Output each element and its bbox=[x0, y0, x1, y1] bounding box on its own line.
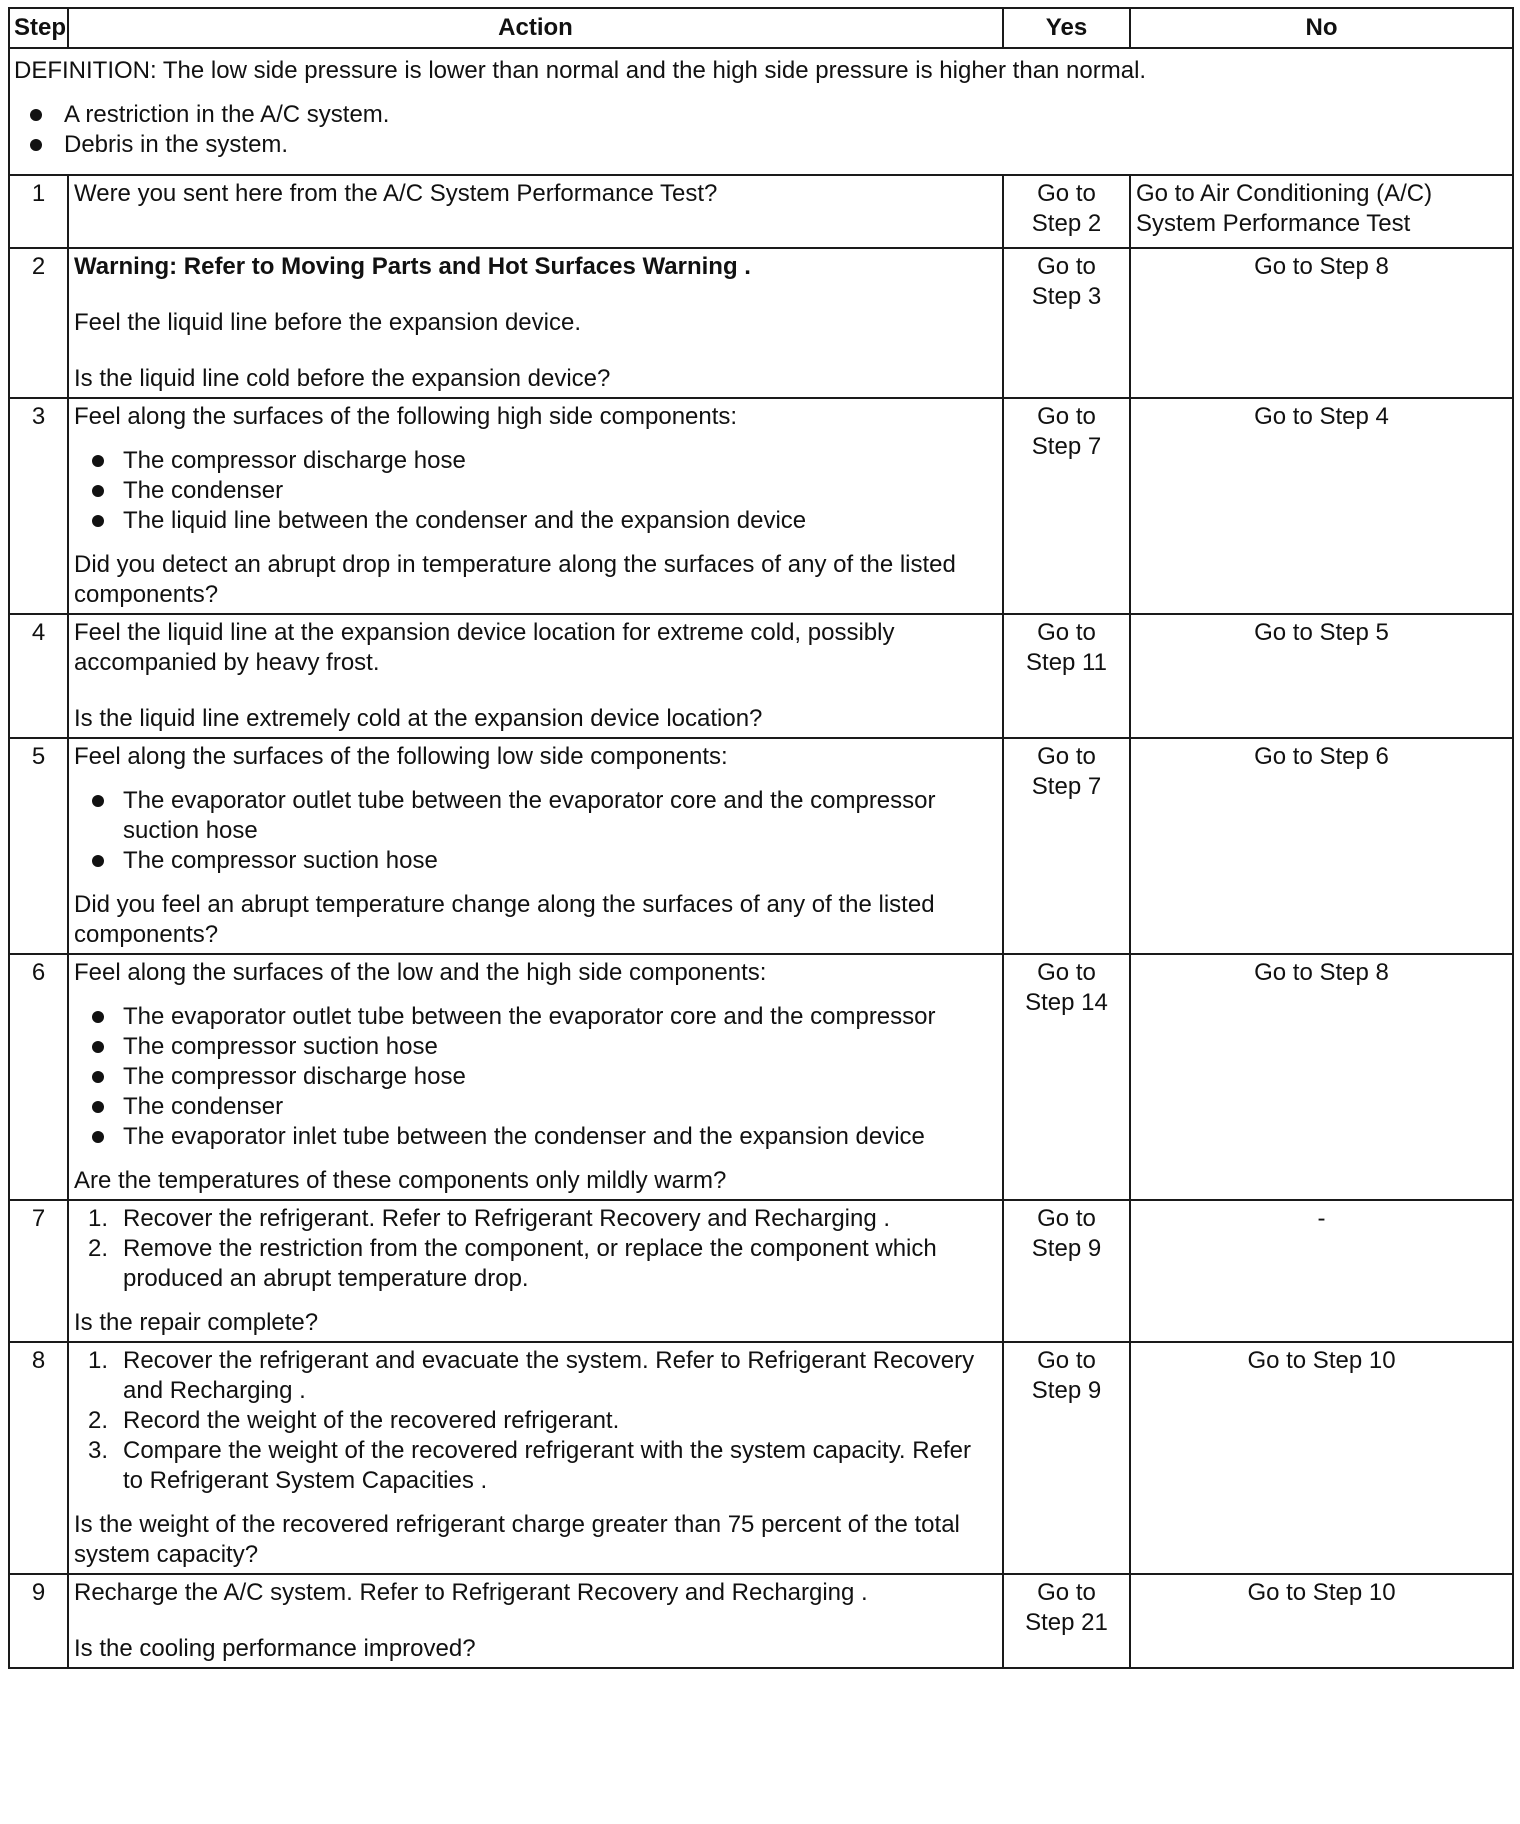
yes-cell: Go to Step 21 bbox=[1003, 1574, 1130, 1668]
no-cell: Go to Step 8 bbox=[1130, 248, 1513, 398]
action-question: Is the weight of the recovered refrigerant charge greater than 75 percent of the total system capacity? bbox=[74, 1511, 960, 1568]
step-number: 4 bbox=[9, 614, 68, 738]
no-cell: Go to Step 8 bbox=[1130, 954, 1513, 1200]
no-cell: Go to Step 10 bbox=[1130, 1574, 1513, 1668]
list-item: The condenser bbox=[74, 1092, 997, 1122]
yes-cell: Go to Step 14 bbox=[1003, 954, 1130, 1200]
bullet-icon bbox=[92, 855, 104, 867]
table-row bbox=[9, 1200, 1513, 1342]
action-text: Recharge the A/C system. Refer to Refrigerant Recovery and Recharging . bbox=[74, 1579, 868, 1606]
step-number: 1 bbox=[9, 175, 68, 248]
table-row bbox=[9, 1574, 1513, 1668]
list-item: Debris in the system. bbox=[14, 130, 1508, 160]
header-yes: Yes bbox=[1003, 8, 1130, 48]
action-text: Feel along the surfaces of the following low side components: bbox=[74, 743, 728, 770]
header-row bbox=[9, 8, 1513, 48]
action-cell bbox=[68, 738, 1003, 954]
no-cell: Go to Air Conditioning (A/C) System Performance Test bbox=[1130, 175, 1513, 248]
step-number: 7 bbox=[9, 1200, 68, 1342]
action-text: Feel the liquid line before the expansion device. bbox=[74, 309, 581, 336]
bullet-icon bbox=[30, 109, 42, 121]
action-question: Is the liquid line cold before the expansion device? bbox=[74, 365, 611, 392]
list-item: The compressor suction hose bbox=[74, 846, 997, 876]
step-number: 9 bbox=[9, 1574, 68, 1668]
table-row bbox=[9, 1342, 1513, 1574]
action-question: Are the temperatures of these components only mildly warm? bbox=[74, 1167, 727, 1194]
definition-row bbox=[9, 48, 1513, 175]
action-question: Did you feel an abrupt temperature change along the surfaces of any of the listed components? bbox=[74, 891, 935, 948]
step-number: 6 bbox=[9, 954, 68, 1200]
bullet-icon bbox=[92, 1071, 104, 1083]
yes-cell: Go to Step 9 bbox=[1003, 1200, 1130, 1342]
yes-cell: Go to Step 3 bbox=[1003, 248, 1130, 398]
action-cell bbox=[68, 1200, 1003, 1342]
no-cell: Go to Step 10 bbox=[1130, 1342, 1513, 1574]
list-item: The compressor suction hose bbox=[74, 1032, 997, 1062]
action-cell bbox=[68, 954, 1003, 1200]
no-cell: - bbox=[1130, 1200, 1513, 1342]
definition-cell bbox=[9, 48, 1513, 175]
list-item: 1. Recover the refrigerant. Refer to Refrigerant Recovery and Recharging . bbox=[88, 1205, 891, 1232]
procedure-list bbox=[74, 1346, 997, 1496]
yes-cell: Go to Step 11 bbox=[1003, 614, 1130, 738]
action-question: Did you detect an abrupt drop in temperature along the surfaces of any of the listed components? bbox=[74, 551, 956, 608]
no-cell: Go to Step 6 bbox=[1130, 738, 1513, 954]
action-question: Is the liquid line extremely cold at the expansion device location? bbox=[74, 705, 763, 732]
list-item: 2. Remove the restriction from the component, or replace the component which produced an abrupt temperature drop. bbox=[88, 1235, 937, 1292]
bullet-icon bbox=[92, 485, 104, 497]
step-number: 3 bbox=[9, 398, 68, 614]
warning-text: Warning: Refer to Moving Parts and Hot Surfaces Warning . bbox=[74, 253, 751, 280]
header-action: Action bbox=[68, 8, 1003, 48]
bullet-icon bbox=[92, 795, 104, 807]
step-number: 5 bbox=[9, 738, 68, 954]
component-list bbox=[74, 786, 997, 876]
list-item: The evaporator inlet tube between the condenser and the expansion device bbox=[74, 1122, 997, 1152]
table-row bbox=[9, 248, 1513, 398]
no-cell: Go to Step 4 bbox=[1130, 398, 1513, 614]
list-item: 3. Compare the weight of the recovered refrigerant with the system capacity. Refer to Refrigerant System Capacities . bbox=[88, 1437, 971, 1494]
bullet-icon bbox=[92, 1041, 104, 1053]
table-row bbox=[9, 614, 1513, 738]
table-row bbox=[9, 398, 1513, 614]
step-number: 8 bbox=[9, 1342, 68, 1574]
list-item: 2. Record the weight of the recovered refrigerant. bbox=[88, 1407, 620, 1434]
action-text: Feel along the surfaces of the low and the high side components: bbox=[74, 959, 767, 986]
list-item: The condenser bbox=[74, 476, 997, 506]
header-step: Step bbox=[9, 8, 68, 48]
action-cell bbox=[68, 614, 1003, 738]
yes-cell: Go to Step 2 bbox=[1003, 175, 1130, 248]
header-no: No bbox=[1130, 8, 1513, 48]
action-cell bbox=[68, 248, 1003, 398]
yes-cell: Go to Step 9 bbox=[1003, 1342, 1130, 1574]
step-number: 2 bbox=[9, 248, 68, 398]
component-list bbox=[74, 446, 997, 536]
action-question: Is the cooling performance improved? bbox=[74, 1635, 476, 1662]
action-cell bbox=[68, 1574, 1003, 1668]
list-item: The evaporator outlet tube between the evaporator core and the compressor suction hose bbox=[74, 786, 997, 846]
bullet-icon bbox=[92, 1101, 104, 1113]
action-cell bbox=[68, 1342, 1003, 1574]
component-list bbox=[74, 1002, 997, 1152]
list-item: The liquid line between the condenser and the expansion device bbox=[74, 506, 997, 536]
procedure-list bbox=[74, 1204, 997, 1294]
action-text: Feel along the surfaces of the following high side components: bbox=[74, 403, 738, 430]
definition-text: DEFINITION: The low side pressure is lower than normal and the high side pressure is higher than normal. bbox=[14, 57, 1147, 84]
yes-cell: Go to Step 7 bbox=[1003, 398, 1130, 614]
bullet-icon bbox=[92, 1131, 104, 1143]
list-item: The compressor discharge hose bbox=[74, 1062, 997, 1092]
table-row bbox=[9, 175, 1513, 248]
table-row bbox=[9, 738, 1513, 954]
bullet-icon bbox=[92, 515, 104, 527]
action-question: Is the repair complete? bbox=[74, 1309, 319, 1336]
bullet-icon bbox=[30, 139, 42, 151]
action-cell bbox=[68, 175, 1003, 248]
yes-cell: Go to Step 7 bbox=[1003, 738, 1130, 954]
list-item: A restriction in the A/C system. bbox=[14, 100, 1508, 130]
action-text: Feel the liquid line at the expansion device location for extreme cold, possibly accompanied by heavy frost. bbox=[74, 619, 895, 676]
no-cell: Go to Step 5 bbox=[1130, 614, 1513, 738]
diagnostic-table bbox=[8, 7, 1514, 1669]
list-item: The compressor discharge hose bbox=[74, 446, 997, 476]
bullet-icon bbox=[92, 1011, 104, 1023]
bullet-icon bbox=[92, 455, 104, 467]
action-question: Were you sent here from the A/C System Performance Test? bbox=[74, 180, 718, 207]
list-item: The evaporator outlet tube between the evaporator core and the compressor bbox=[74, 1002, 997, 1032]
action-cell bbox=[68, 398, 1003, 614]
table-row bbox=[9, 954, 1513, 1200]
definition-bullets bbox=[14, 100, 1508, 160]
list-item: 1. Recover the refrigerant and evacuate the system. Refer to Refrigerant Recovery and Recharging . bbox=[88, 1347, 975, 1404]
